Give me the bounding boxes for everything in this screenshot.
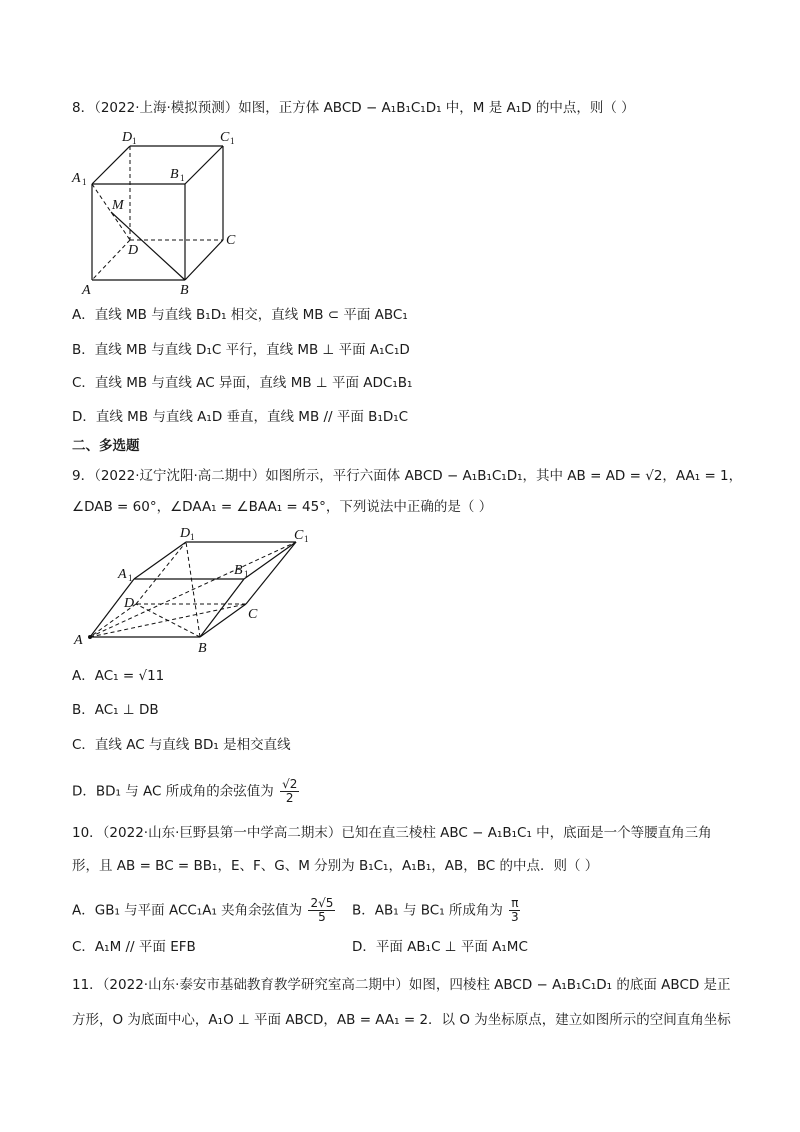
- fraction: $\frac{√2}{2}$: [282, 777, 298, 805]
- parallelepiped-figure: [68, 522, 328, 657]
- q8-stem: 8．（2022·上海·模拟预测）如图，正方体 ABCD − A₁B₁C₁D₁ 中，M 是 A₁D 的中点，则（ ）: [72, 100, 635, 116]
- label-a: A: [82, 283, 91, 297]
- q8-option-b: B．直线 MB 与直线 D₁C 平行，直线 MB ⊥ 平面 A₁C₁D: [72, 342, 410, 358]
- svg-text:1: 1: [82, 177, 87, 187]
- q10-option-d: D．平面 AB₁C ⊥ 平面 A₁MC: [352, 939, 528, 955]
- q9-stem-line1: 9．（2022·辽宁沈阳·高二期中）如图所示，平行六面体 ABCD − A₁B₁C₁D₁，其中 AB = AD = √2，AA₁ = 1，: [72, 468, 743, 484]
- q10-stem-line2: 形，且 AB = BC = BB₁，E、F、G、M 分别为 B₁C₁，A₁B₁，AB，BC 的中点．则（ ）: [72, 858, 599, 874]
- section-title: 二、多选题: [72, 438, 140, 454]
- q9-option-c: C．直线 AC 与直线 BD₁ 是相交直线: [72, 737, 291, 753]
- label-c1: C: [220, 130, 230, 145]
- fraction: $\frac{\pi}{3}$: [511, 896, 519, 924]
- svg-text:1: 1: [304, 534, 309, 544]
- q9-option-b: B．AC₁ ⊥ DB: [72, 702, 159, 718]
- label-d1: D: [180, 526, 191, 541]
- svg-text:1: 1: [244, 569, 249, 579]
- label-b1: B: [234, 563, 243, 578]
- label-b: B: [180, 283, 189, 297]
- q10-stem-line1: 10．（2022·山东·巨野县第一中学高二期末）已知在直三棱柱 ABC − A₁B₁C₁ 中，底面是一个等腰直角三角: [72, 825, 712, 841]
- q9-option-d: D．BD₁ 与 AC 所成角的余弦值为 $\frac{√2}{2}$: [72, 777, 298, 805]
- label-a1: A: [72, 171, 81, 186]
- label-a: A: [74, 633, 83, 648]
- q8-option-c: C．直线 MB 与直线 AC 异面，直线 MB ⊥ 平面 ADC₁B₁: [72, 375, 413, 391]
- label-a1: A: [118, 567, 127, 582]
- cube-figure: [70, 122, 250, 297]
- label-c: C: [226, 233, 236, 248]
- svg-text:1: 1: [128, 573, 133, 583]
- q10-option-c: C．A₁M // 平面 EFB: [72, 939, 196, 955]
- q10-option-b: B．AB₁ 与 BC₁ 所成角为 $\frac{\pi}{3}$: [352, 896, 519, 924]
- q11-stem-line2: 方形，O 为底面中心，A₁O ⊥ 平面 ABCD，AB = AA₁ = 2．以 O 为坐标原点，建立如图所示的空间直角坐标: [72, 1012, 731, 1028]
- q10-option-a: A．GB₁ 与平面 ACC₁A₁ 夹角余弦值为 $\frac{2√5}{5}$: [72, 896, 334, 924]
- svg-text:1: 1: [190, 532, 195, 542]
- label-c1: C: [294, 528, 304, 543]
- label-b1: B: [170, 167, 179, 182]
- label-d1: D: [122, 130, 133, 145]
- label-d: D: [128, 243, 139, 258]
- svg-text:1: 1: [132, 136, 137, 146]
- label-d: D: [124, 596, 135, 611]
- q8-option-a: A．直线 MB 与直线 B₁D₁ 相交，直线 MB ⊂ 平面 ABC₁: [72, 307, 408, 323]
- label-m: M: [112, 198, 124, 213]
- q8-option-d: D．直线 MB 与直线 A₁D 垂直，直线 MB // 平面 B₁D₁C: [72, 409, 409, 425]
- q11-stem-line1: 11．（2022·山东·泰安市基础教育教学研究室高二期中）如图，四棱柱 ABCD − A₁B₁C₁D₁ 的底面 ABCD 是正: [72, 977, 731, 993]
- label-c: C: [248, 607, 258, 622]
- fraction: $\frac{2√5}{5}$: [310, 896, 334, 924]
- svg-text:1: 1: [180, 173, 185, 183]
- q9-stem-line2: ∠DAB = 60°，∠DAA₁ = ∠BAA₁ = 45°，下列说法中正确的是（ ）: [72, 499, 493, 515]
- q9-option-a: A．AC₁ = √11: [72, 668, 165, 684]
- svg-text:1: 1: [230, 136, 235, 146]
- label-b: B: [198, 641, 207, 656]
